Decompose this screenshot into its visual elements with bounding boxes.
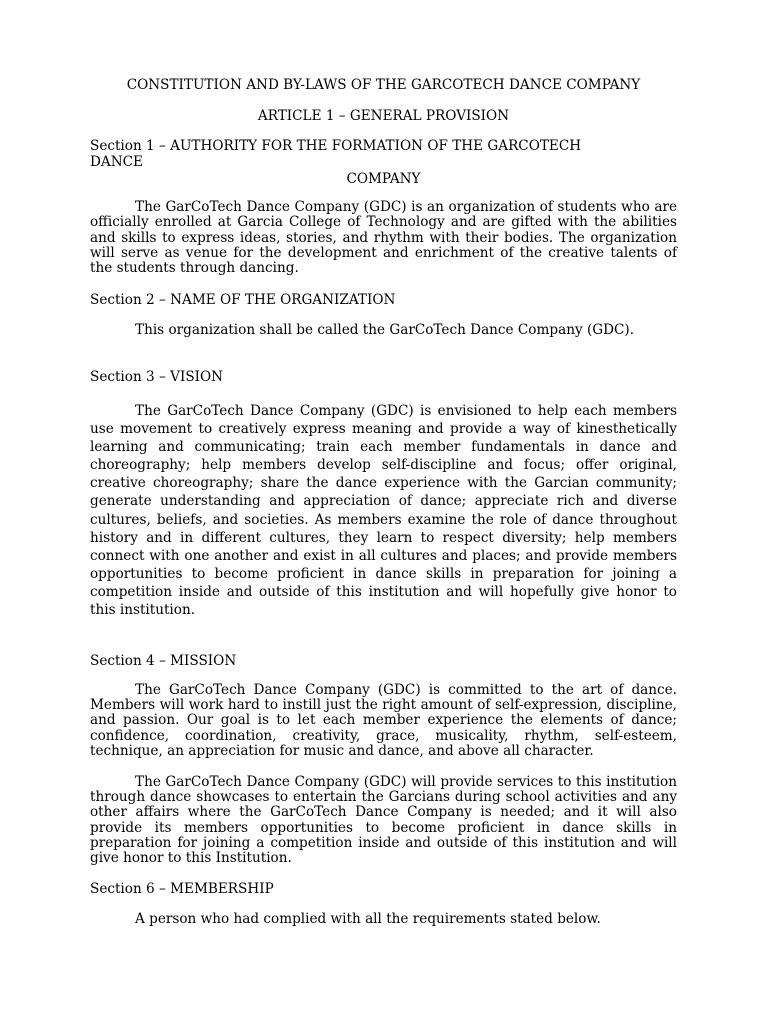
section2-heading: Section 2 – NAME OF THE ORGANIZATION bbox=[90, 292, 396, 308]
section1-heading-line3: COMPANY bbox=[346, 171, 421, 187]
document-title: CONSTITUTION AND BY-LAWS OF THE GARCOTECH DANCE COMPANY bbox=[126, 77, 641, 93]
section1-heading-line2: DANCE bbox=[90, 154, 143, 170]
section4-paragraph-2: The GarCoTech Dance Company (GDC) will provide services to this institution through dance showcases to entertain the Garcians during school activities and any other affairs where the GarCoTech Dance Company is needed; and it will also provide its members opportunities to become proficient in dance skills in preparation for joining a competition inside and outside of this institution and will give honor to this Institution. bbox=[90, 774, 677, 867]
section1-heading bbox=[90, 138, 677, 187]
section3-heading: Section 3 – VISION bbox=[90, 369, 224, 385]
section2-paragraph: This organization shall be called the GarCoTech Dance Company (GDC). bbox=[135, 322, 635, 338]
section3-paragraph: The GarCoTech Dance Company (GDC) is envisioned to help each members use movement to creatively express meaning and provide a way of kinesthetically learning and communicating; train each member fundamentals in dance and choreography; help members develop self-discipline and focus; offer original, creative choreography; share the dance experience with the Garcian community; generate understanding and appreciation of dance; appreciate rich and diverse cultures, beliefs, and societies. As members examine the role of dance throughout history and in different cultures, they learn to respect diversity; help members connect with one another and exist in all cultures and places; and provide members opportunities to become proficient in dance skills in preparation for joining a competition inside and outside of this institution and will hopefully give honor to this institution. bbox=[90, 403, 677, 619]
article-heading: ARTICLE 1 – GENERAL PROVISION bbox=[257, 108, 510, 124]
section4-paragraph-1: The GarCoTech Dance Company (GDC) is committed to the art of dance. Members will work hard to instill just the right amount of self-expression, discipline, and passion. Our goal is to let each member experience the elements of dance; confidence, coordination, creativity, grace, musicality, rhythm, self-esteem, technique, an appreciation for music and dance, and above all character. bbox=[90, 682, 677, 759]
section1-paragraph: The GarCoTech Dance Company (GDC) is an organization of students who are officially enrolled at Garcia College of Technology and are gifted with the abilities and skills to express ideas, stories, and rhythm with their bodies. The organization will serve as venue for the development and enrichment of the creative talents of the students through dancing. bbox=[90, 199, 677, 277]
section6-paragraph: A person who had complied with all the requirements stated below. bbox=[135, 911, 601, 927]
section4-heading: Section 4 – MISSION bbox=[90, 653, 237, 669]
section1-heading-line1: Section 1 – AUTHORITY FOR THE FORMATION OF THE GARCOTECH bbox=[90, 138, 582, 154]
section6-heading: Section 6 – MEMBERSHIP bbox=[90, 881, 274, 897]
